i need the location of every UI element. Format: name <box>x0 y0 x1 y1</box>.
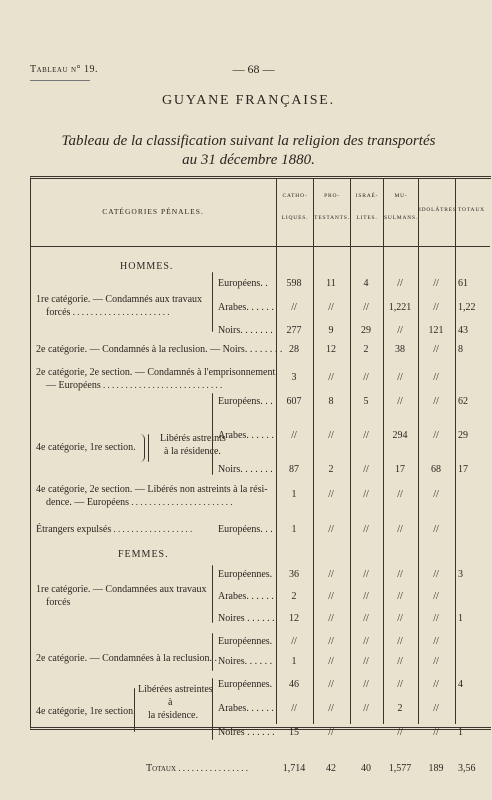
row-label: 1re catégorie. — Condamnées aux travaux <box>36 584 207 595</box>
table-title: Tableau de la classification suivant la religion des transportés <box>61 133 436 149</box>
table-cell: 2 <box>328 464 334 475</box>
table-cell: // <box>363 464 369 475</box>
header-divider <box>30 246 490 247</box>
row-label: à <box>168 697 173 708</box>
table-cell: 17 <box>395 464 405 475</box>
table-cell: // <box>363 489 369 500</box>
table-cell: // <box>291 636 297 647</box>
table-cell: // <box>363 679 369 690</box>
row-label: dence. — Européens . . . . . . . . . . . . . . . . . . . . . . . <box>46 497 233 508</box>
column-header-idolatres: IDOLÂTRES <box>419 207 457 213</box>
table-cell: // <box>397 278 403 289</box>
table-cell: 277 <box>286 325 302 336</box>
column-header-musulmans: MU- SULMANS. <box>384 193 419 221</box>
table-cell: 29 <box>361 325 371 336</box>
row-label: Libérées astreintes <box>138 684 213 695</box>
table-cell: // <box>397 489 403 500</box>
table-cell: // <box>363 302 369 313</box>
table-cell: // <box>363 636 369 647</box>
table-cell: // <box>328 430 334 441</box>
table-cell: 1 <box>291 489 297 500</box>
table-cell: // <box>397 591 403 602</box>
table-cell: 12 <box>289 613 299 624</box>
table-cell: // <box>397 636 403 647</box>
table-cell: // <box>433 524 439 535</box>
table-cell: 8 <box>328 396 334 407</box>
table-cell: 29 <box>458 430 468 441</box>
row-label: forcés <box>46 597 71 608</box>
row-label: 2e catégorie, 2e section. — Condamnés à l'emprisonnement. <box>36 367 278 378</box>
table-cell: 121 <box>428 325 444 336</box>
total-cell: 42 <box>326 763 336 774</box>
table-cell: 17 <box>458 464 468 475</box>
table-cell: 5 <box>363 396 369 407</box>
table-cell: 15 <box>289 727 299 738</box>
table-cell: // <box>433 430 439 441</box>
table-cell: 12 <box>326 344 336 355</box>
brace <box>148 434 149 462</box>
row-label: 1re catégorie. — Condamnés aux travaux <box>36 294 203 305</box>
row-sublabel: Européens. . <box>218 278 268 289</box>
table-cell: 43 <box>458 325 468 336</box>
row-sublabel: Noires . . . . . . <box>218 727 275 738</box>
table-cell: // <box>328 489 334 500</box>
page-number: — 68 — <box>232 62 275 76</box>
table-cell: // <box>328 302 334 313</box>
table-cell: // <box>397 569 403 580</box>
table-cell: // <box>363 524 369 535</box>
total-cell: 3,56 <box>458 763 476 774</box>
table-cell: 1,22 <box>458 302 476 313</box>
section-heading-men: HOMMES. <box>120 261 174 272</box>
row-label: à la résidence. <box>164 446 221 457</box>
table-cell: 1 <box>458 613 463 624</box>
table-cell: // <box>328 591 334 602</box>
table-cell: 9 <box>328 325 334 336</box>
table-cell: // <box>397 727 403 738</box>
row-label: 2e catégorie. — Condamnés à la reclusion. — Noirs. . . . . . . . <box>36 344 283 355</box>
row-label: 4e catégorie, 2e section. — Libérés non astreints à la rési- <box>36 484 268 495</box>
table-cell: // <box>328 372 334 383</box>
table-cell: 598 <box>286 278 302 289</box>
table-cell: 46 <box>289 679 299 690</box>
table-cell: 1 <box>291 656 297 667</box>
column-divider <box>455 178 456 724</box>
table-cell: 1 <box>291 524 297 535</box>
table-cell: // <box>328 569 334 580</box>
table-cell: 28 <box>289 344 299 355</box>
table-cell: // <box>363 569 369 580</box>
table-title-date: au 31 décembre 1880. <box>182 152 315 168</box>
page-title: GUYANE FRANÇAISE. <box>162 93 335 108</box>
table-cell: 3 <box>291 372 297 383</box>
table-cell: 61 <box>458 278 468 289</box>
table-cell: // <box>328 727 334 738</box>
table-cell: // <box>433 613 439 624</box>
column-header-categories: CATÉGORIES PÉNALES. <box>102 207 204 216</box>
column-header-protestants: PRO- TESTANTS. <box>314 193 350 221</box>
table-cell: 38 <box>395 344 405 355</box>
row-sublabel: Européennes. <box>218 679 273 690</box>
table-cell: 3 <box>458 569 463 580</box>
table-cell: 68 <box>431 464 441 475</box>
table-cell: // <box>397 372 403 383</box>
table-cell: // <box>328 656 334 667</box>
brace <box>212 565 213 623</box>
table-cell: // <box>433 727 439 738</box>
brace <box>212 393 213 475</box>
column-header-totaux: TOTAUX <box>458 207 485 213</box>
table-cell: // <box>397 656 403 667</box>
row-sublabel: Européennes. <box>218 636 273 647</box>
table-cell: // <box>433 679 439 690</box>
table-cell: // <box>397 679 403 690</box>
total-cell: 1,714 <box>282 763 306 774</box>
row-sublabel: Noirs. . . . . . . <box>218 464 273 475</box>
column-header-israelites: ISRAÉ- LITES. <box>355 193 379 221</box>
table-cell: // <box>433 703 439 714</box>
header-rule <box>30 80 90 81</box>
row-label: 4e catégorie, 1re section. <box>36 706 136 717</box>
table-cell: // <box>328 679 334 690</box>
row-sublabel: Arabes. . . . . . <box>218 430 274 441</box>
table-cell: // <box>363 613 369 624</box>
row-sublabel: Noires . . . . . . <box>218 613 275 624</box>
table-cell: // <box>433 344 439 355</box>
table-cell: // <box>397 613 403 624</box>
table-cell: // <box>328 613 334 624</box>
brace <box>212 633 213 671</box>
row-sublabel: Arabes. . . . . . <box>218 703 274 714</box>
table-cell: // <box>433 636 439 647</box>
table-cell: // <box>397 396 403 407</box>
table-cell: // <box>328 703 334 714</box>
table-cell: 4 <box>458 679 463 690</box>
table-cell: // <box>363 591 369 602</box>
table-cell: 11 <box>326 278 336 289</box>
row-sublabel: Arabes. . . . . . <box>218 302 274 313</box>
table-cell: 2 <box>291 591 297 602</box>
table-cell: 294 <box>392 430 408 441</box>
section-heading-women: FEMMES. <box>118 549 169 560</box>
total-cell: 40 <box>361 763 371 774</box>
table-cell: // <box>433 302 439 313</box>
row-sublabel: Européens. . . <box>218 396 273 407</box>
table-cell: 87 <box>289 464 299 475</box>
brace <box>134 688 135 732</box>
table-cell: // <box>433 372 439 383</box>
table-cell: // <box>433 656 439 667</box>
row-label: 4e catégorie, 1re section. <box>36 442 136 453</box>
table-cell: // <box>328 636 334 647</box>
table-cell: // <box>433 591 439 602</box>
row-sublabel: Noirs. . . . . . . <box>218 325 273 336</box>
row-sublabel: Noires. . . . . . <box>218 656 273 667</box>
table-cell: // <box>397 325 403 336</box>
row-label: la résidence. <box>148 710 198 721</box>
row-sublabel: Arabes. . . . . . <box>218 591 274 602</box>
row-sublabel: Européennes. <box>218 569 273 580</box>
table-cell: // <box>291 302 297 313</box>
total-cell: 1,577 <box>388 763 412 774</box>
table-cell: // <box>291 430 297 441</box>
table-cell: // <box>363 703 369 714</box>
table-cell: 2 <box>363 344 369 355</box>
table-cell: 2 <box>397 703 403 714</box>
table-cell: 607 <box>286 396 302 407</box>
total-cell: 189 <box>428 763 444 774</box>
brace <box>140 434 145 462</box>
row-sublabel: Européens. . . <box>218 524 273 535</box>
row-label: 2e catégorie. — Condamnées à la reclusion. . <box>36 653 218 664</box>
table-cell: // <box>363 430 369 441</box>
totals-label: Totaux . . . . . . . . . . . . . . . . <box>146 763 249 774</box>
row-label: Libérés astreints <box>160 433 226 444</box>
table-cell: 1,221 <box>388 302 412 313</box>
table-cell: // <box>328 524 334 535</box>
table-cell: // <box>397 524 403 535</box>
table-cell: // <box>433 396 439 407</box>
brace <box>212 272 213 332</box>
table-cell: 36 <box>289 569 299 580</box>
table-cell: // <box>433 278 439 289</box>
table-cell: 4 <box>363 278 369 289</box>
row-label: — Européens . . . . . . . . . . . . . . . . . . . . . . . . . . . <box>46 380 223 391</box>
table-cell: // <box>433 569 439 580</box>
column-header-catholiques: CATHO- LIQUES. <box>281 193 309 221</box>
brace <box>212 678 213 740</box>
row-label: forcés . . . . . . . . . . . . . . . . . . . . . . <box>46 307 170 318</box>
table-cell: // <box>363 656 369 667</box>
table-cell: 8 <box>458 344 463 355</box>
table-cell: // <box>291 703 297 714</box>
table-cell: // <box>363 372 369 383</box>
table-cell: // <box>433 489 439 500</box>
table-cell: 62 <box>458 396 468 407</box>
table-number: Tableau n° 19. <box>30 64 99 75</box>
row-label: Étrangers expulsés . . . . . . . . . . . . . . . . . . <box>36 524 193 535</box>
table-cell: 1 <box>458 727 463 738</box>
